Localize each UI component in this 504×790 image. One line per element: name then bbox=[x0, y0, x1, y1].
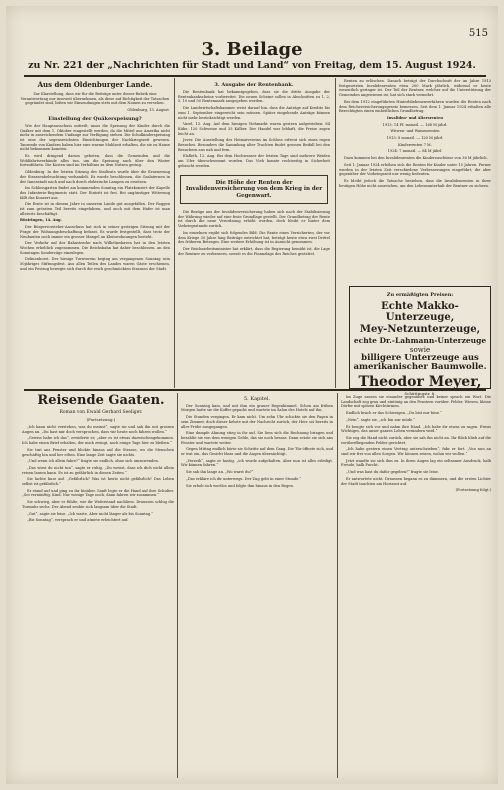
serial-paragraph: Im Zuge sassen sie einander gegenüber, und keiner sprach ein Wort. Die Landschaft zog grau und eintönig an den Fenstern vorüber. Felder, Wiesen, kleine Dörfer mit spitzen Kirchtürmen. bbox=[341, 395, 491, 409]
serial-paragraph: Eine dumpfe Ahnung stieg in ihr auf. Sie liess sich die Rechnung bringen und bezahlte sie von dem wenigen Gelde, das sie noch besass. Dann setzte sie sich ans Fenster und wartete weiter. bbox=[181, 431, 333, 445]
article-paragraph: Im Schlossgarten findet am kommenden Sonntag ein Platzkonzert der Kapelle des Infanterie-Regiments statt. Der Eintritt ist frei. Bei ungünstiger Witterung fällt das Konzert aus. bbox=[20, 186, 170, 200]
article-paragraph: Der Bürgervorsteher-Ausschuss hat sich in seiner gestrigen Sitzung mit der Frage der Wohnungsbeschaffung befasst. Es wurde festgestellt, dass trotz der Neubauten noch immer ein grosser Mangel an Kleinwohnungen besteht. bbox=[20, 225, 170, 239]
article-paragraph: Die Rentenbank hat bekanntgegeben, dass sie die dritte Ausgabe der Rentenbankscheine vorbereitet. Die neuen Scheine sollen in Abschnitten zu 1, 2, 5, 10 und 50 Rentenmark ausgegeben werden. bbox=[178, 90, 330, 104]
chapter-heading: 5. Kapitel. bbox=[243, 396, 271, 402]
column-divider bbox=[335, 78, 336, 388]
article-paragraph: Der Reichsarbeitsminister hat erklärt, dass die Regierung bemüht ist, die Lage der Rentner zu verbessern, soweit es die Finanzlage des Reiches gestattet. bbox=[178, 246, 330, 256]
serial-paragraph: Sie erhob sich wortlos und folgte ihm hinaus in den Regen. bbox=[186, 483, 294, 488]
section-heading: Aus dem Oldenburger Lande. bbox=[37, 80, 153, 89]
column-divider bbox=[337, 393, 338, 778]
serial-paragraph: „Bis Sonntag“, versprach er und atmete erleichtert auf. bbox=[27, 518, 129, 523]
article-paragraph: Delmenhorst. Der hiesige Turnverein beging am vergangenen Sonntag sein 50jähriges Stiftungsfest. Aus allen Teilen des Landes waren Gäste erschienen, und ein Festzug bewegte sich durch die reich geschmückten Strassen der Stadt. bbox=[20, 257, 170, 271]
serial-column-3 bbox=[341, 395, 491, 777]
serial-paragraph: „Ich kann nicht verstehen, was du meinst“, sagte sie und sah ihn mit grossen Augen an. „Du hast mir doch versprochen, dass wir heute noch fahren wollen.“ bbox=[22, 425, 174, 434]
article-paragraph: Der Verkehr auf der Bahnstrecke nach Wilhelmshaven hat in den letzten Wochen erheblich zugenommen. Die Reichsbahn hat daher beschlossen, an den Sonntagen Sonderzüge einzulegen. bbox=[20, 241, 170, 255]
serial-footer: (Fortsetzung folgt.) bbox=[455, 488, 491, 493]
article-paragraph: Varel, 13. Aug. Auf dem hiesigen Viehmarkt waren gestern aufgetrieben: 84 Kühe, 120 Schweine und 35 Kälber. Der Handel war lebhaft, die Preise zogen leicht an. bbox=[178, 122, 330, 136]
serial-paragraph: Endlich brach er das Schweigen. „Du bist mir böse.“ bbox=[346, 411, 443, 416]
pension-article-heading: Die Höhe der Renten der Invalidenversicherung von dem Krieg in der Gegenwart. bbox=[185, 179, 323, 199]
serial-paragraph: „Gut“, sagte sie leise. „Ich warte. Aber nicht länger als bis Sonntag.“ bbox=[27, 511, 154, 516]
page-number: 515 bbox=[468, 28, 488, 39]
dateline: Rüstringen, 14. Aug. bbox=[20, 218, 62, 223]
serial-paragraph: „Ich habe gestern einen Vertrag unterschrieben“, fuhr er fort. „Von nun an sind wir frei von allen Sorgen. Wir können reisen, wohin wir wollen.“ bbox=[341, 447, 491, 457]
column-local-news bbox=[20, 79, 170, 387]
serial-paragraph: Die Stunden vergingen. Er kam nicht. Um zehn Uhr schickte sie den Pagen in sein Zimmer, doch dieser kehrte mit der Nachricht zurück, der Herr sei bereits in aller Frühe ausgegangen. bbox=[181, 415, 333, 429]
serial-paragraph: Sie schwieg, aber er fühlte, wie ihr Widerstand nachliess. Draussen schlug die Turmuhr sechs. Der Abend senkte sich langsam über die Stadt. bbox=[22, 500, 174, 509]
ad-line: sowie bbox=[409, 346, 431, 354]
article-heading: Einstellung der Quäkerspeisung? bbox=[48, 115, 142, 122]
ad-advertiser-name: Theodor Meyer, bbox=[358, 374, 482, 390]
serial-paragraph: „Und wenn ich allein fahre?“ fragte sie endlich, ohne sich umzuwenden. bbox=[27, 459, 159, 464]
article-paragraph: Wie der Hauptausschuss mitteilt, muss die Speisung der Kinder durch die Quäker mit dem 1. Oktober eingestellt werden, da die Mittel aus Amerika nicht mehr in ausreichendem Umfange zur Verfügung stehen. Die Schulkinderspeisung ist eine der segensreichsten Einrichtungen der Nachkriegszeit gewesen. Tausende von Kindern haben hier eine warme Mahlzeit erhalten, die sie zu Hause nicht bekommen konnten. bbox=[20, 123, 170, 152]
dateline: Oldenburg, 15. August. bbox=[127, 108, 170, 113]
table-row: 1913: 14 Pf. monatl. — 168 M jährl. bbox=[382, 122, 448, 127]
table-row: 1913: 8 monatl. — 120 M jährl. bbox=[386, 136, 444, 141]
article-paragraph: Renten zu erlöschen. Danach beträgt der Durchschnitt der im Jahre 1913 festgesetzten Invalidenrenten etwa 200 Mark jährlich, während er heute wesentlich geringer ist. Der Teil der Rentner, welcher auf die Unterstützung der Gemeinden angewiesen ist, hat sich stark vermehrt. bbox=[339, 79, 491, 98]
table-row: 1924: 7 monatl. — 84 M jährl. bbox=[387, 149, 443, 154]
article-paragraph: Jever. Die Ausstellung des Heimatvereins im Schloss erfreut sich eines regen Besuches. Besonders die Sammlung alter Trachten findet grossen Beifall bei den Besuchern aus nah und fern. bbox=[178, 138, 330, 152]
article-paragraph: Oldenburg. In der letzten Sitzung des Stadtrats wurde über die Erneuerung der Strassenbeleuchtung verhandelt. Es wurde beschlossen, die Gaslaternen in der Innenstadt nach und nach durch elektrische Lampen zu ersetzen. bbox=[20, 170, 170, 184]
serial-author: Roman von Ewald Gerhard Seeliger. bbox=[59, 410, 143, 415]
article-paragraph: Es wird dringend darum gebeten, dass die Gemeinden und die Wohlfahrtsverbände alles tun, um die Speisung auch über den Winter fortzuführen. Die Kosten sind im Verhältnis zu dem Nutzen gering. bbox=[20, 154, 170, 168]
article-heading: 3. Ausgabe der Rentenbank. bbox=[214, 82, 294, 88]
serial-paragraph: Sie zog die Hand nicht zurück, aber sie sah ihn nicht an. Ihr Blick blieb auf die vorüberfliegenden Felder gerichtet. bbox=[341, 435, 491, 445]
column-divider bbox=[177, 393, 178, 778]
serial-paragraph: Gegen Mittag endlich hörte sie Schritte auf dem Gang. Die Tür öffnete sich, und er trat ein, das Gesicht blass und die Augen übernächtigt. bbox=[181, 447, 333, 457]
newspaper-page bbox=[6, 6, 498, 784]
serial-paragraph: Sie sah ihn lange an. „Wo warst du?“ bbox=[186, 470, 254, 475]
serial-column-1 bbox=[22, 425, 174, 777]
serial-paragraph: „Das erkläre ich dir unterwegs. Der Zug geht in einer Stunde.“ bbox=[186, 476, 302, 481]
column-right bbox=[339, 79, 491, 284]
table-row: Kinderrenten 7 M. bbox=[398, 142, 432, 147]
advertisement bbox=[349, 286, 491, 396]
article-paragraph: Die Ernte ist in diesem Jahre in unserem Lande gut ausgefallen. Der Roggen ist zum grössten Teil bereits eingefahren, und auch mit dem Hafer ist man allerorts beschäftigt. bbox=[20, 202, 170, 216]
article-paragraph: Die Bezüge aus der Invalidenversicherung haben sich nach der Stabilisierung der Währung wieder auf eine feste Grundlage gestellt. Der Grundbetrag der Rente ist durch die neue Verordnung erhöht worden, doch bleibt er hinter dem Vorkriegsstande zurück. bbox=[178, 210, 330, 229]
serial-paragraph: Er antwortete nicht. Draussen begann es zu dämmern, und die ersten Lichter der Stadt tauchten am Horizont auf. bbox=[341, 476, 491, 486]
serial-paragraph: „Gewiss habe ich das“, erwiderte er, „aber es ist etwas dazwischengekommen. Ich habe einen Brief erhalten, der mich zwingt, noch einige Tage hier zu bleiben.“ bbox=[22, 436, 174, 446]
serial-paragraph: Er beugte sich vor und nahm ihre Hand. „Ich habe dir etwas zu sagen. Etwas Wichtiges, das unser ganzes Leben verändern wird.“ bbox=[341, 424, 491, 434]
ad-line: echte Dr.-Lahmann-Unterzeuge bbox=[353, 336, 487, 345]
header-rule bbox=[24, 75, 486, 77]
serial-column-2 bbox=[181, 395, 333, 777]
article-paragraph: Im einzelnen ergibt sich folgendes Bild: Die Rente eines Versicherten, der vor dem Kriege 30 Jahre lang Beiträge entrichtet hat, beträgt heute etwa zwei Drittel des früheren Betrages. Eine weitere Erhöhung ist in Aussicht genommen. bbox=[178, 230, 330, 245]
serial-paragraph: Der Sonntag kam, und mit ihm ein grauer Regenhimmel. Schon am frühen Morgen hatte sie die Koffer gepackt und wartete im Salon des Hotels auf ihn. bbox=[181, 403, 333, 413]
serial-paragraph: „Und was hast du dafür gegeben?“ fragte sie leise. bbox=[346, 470, 439, 475]
ad-address: Schüttingstr. 8. bbox=[404, 391, 436, 396]
ad-line: Echte Makko-Unterzeuge, bbox=[381, 301, 459, 323]
table-row: Witwen- und Waisenrenten bbox=[390, 129, 440, 134]
article-paragraph: Seit 1. Januar 1924 erhöhen sich die Renten für Kinder unter 15 Jahren. Ferner wurden in der letzten Zeit verschiedene Verbesserungen eingeführt, die aber gegenüber der Vorkriegszeit nur wenig bedeuten. bbox=[339, 162, 491, 177]
serial-continuation-note: (Fortsetzung.) bbox=[86, 417, 116, 422]
serial-paragraph: „Verzeih“, sagte er hastig, „ich wurde aufgehalten. Aber nun ist alles erledigt. Wir können fahren.“ bbox=[181, 458, 333, 468]
supplement-subtitle: zu Nr. 221 der „Nachrichten für Stadt und Land“ von Freitag, dem 15. August 1924. bbox=[28, 60, 476, 71]
serial-title: Reisende Gaaten. bbox=[37, 393, 165, 408]
pension-article-box bbox=[180, 175, 328, 205]
serial-paragraph: Er stand auf und ging zu ihr hinüber. Sanft legte er die Hand auf ihre Schulter. „Sei vernünftig, Kind. Nur wenige Tage noch, dann fahren wir zusammen.“ bbox=[22, 488, 174, 498]
serial-paragraph: Sie trat ans Fenster und blickte hinaus auf die Strasse, wo die Menschen geschäftig hin und her eilten. Eine lange Zeit sagte sie nichts. bbox=[22, 447, 174, 457]
article-paragraph: Elsfleth, 12. Aug. Bei dem Hochwasser der letzten Tage sind mehrere Weiden am Ufer überschwemmt worden. Das Vieh konnte rechtzeitig in Sicherheit gebracht werden. bbox=[178, 154, 330, 168]
serial-paragraph: Jetzt wandte sie sich ihm zu. In ihren Augen lag ein seltsamer Ausdruck, halb Freude, halb Furcht. bbox=[341, 458, 491, 468]
supplement-title: 3. Beilage bbox=[201, 39, 303, 60]
section-intro: Zur Klarstellung, dass wir für die Beiträge unter dieser Rubrik eine Verantwortung nur insoweit übernehmen, als diese auf Richtigkeit der Tatsachen gegründet sind, bitten wir Einsendungen stets mit dem Namen zu versehen. bbox=[20, 92, 170, 106]
article-paragraph: Es bleibt jedoch die Tatsache bestehen, dass die Invalidenrenten in ihrer heutigen Höhe nicht ausreichen, um den Lebensunterhalt der Rentner zu sichern. bbox=[339, 178, 491, 188]
ad-line: Zu ermäßigten Preisen: bbox=[386, 292, 454, 298]
serial-paragraph: „Nein“, sagte sie, „ich bin nur müde.“ bbox=[346, 417, 416, 422]
column-divider bbox=[174, 78, 175, 388]
serial-paragraph: Sie lachte kurz auf. „Gefährlich? Was ist heute nicht gefährlich? Das Leben selbst ist gefährlich.“ bbox=[22, 477, 174, 487]
table-heading: Invaliden- und Altersrenten bbox=[387, 115, 443, 120]
article-paragraph: Bei dem 1912 eingeführten Hinterbliebenenverfahren wurden die Renten nach dem Reichsversicherungsgesetz bemessen. Seit dem 1. Januar 1924 erhalten alle Berechtigten einen einheitlichen Grundbetrag. bbox=[339, 99, 491, 114]
feuilleton-rule bbox=[24, 389, 486, 391]
serial-paragraph: „Das wirst du nicht tun“, sagte er ruhig. „Du weisst, dass ich dich nicht allein reisen lassen kann. Es ist zu gefährlich in diesen Zeiten.“ bbox=[22, 465, 174, 475]
article-paragraph: Dazu kommen bei den Invalidenrenten die Kinderzuschüsse von 36 M jährlich. bbox=[344, 156, 488, 161]
ad-line: Mey-Netzunterzeuge, bbox=[359, 324, 481, 335]
ad-line: billigere Unterzeuge aus amerikanischer Baumwolle. bbox=[353, 353, 487, 372]
article-paragraph: Die Landwirtschaftskammer weist darauf hin, dass die Anträge auf Kredite bis zum 1. September eingereicht sein müssen. Später eingehende Anträge können nicht mehr berücksichtigt werden. bbox=[178, 106, 330, 120]
column-middle bbox=[178, 79, 330, 387]
